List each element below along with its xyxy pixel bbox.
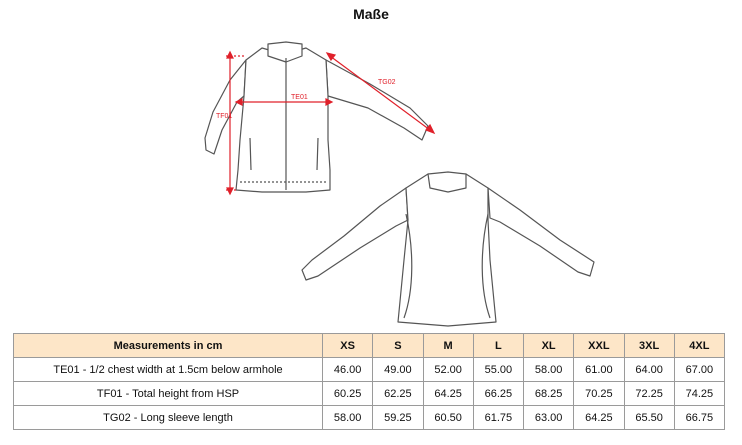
header-cell: XS — [323, 334, 373, 358]
table-cell: 58.00 — [323, 406, 373, 430]
header-cell: 3XL — [624, 334, 674, 358]
table-cell: 62.25 — [373, 382, 423, 406]
table-cell: 61.00 — [574, 358, 624, 382]
table-cell: 64.25 — [574, 406, 624, 430]
table-cell: 61.75 — [473, 406, 523, 430]
table-cell: 59.25 — [373, 406, 423, 430]
table-cell: 49.00 — [373, 358, 423, 382]
table-cell: 46.00 — [323, 358, 373, 382]
table-cell: 58.00 — [524, 358, 574, 382]
page-title: Maße — [353, 6, 389, 22]
header-cell: M — [423, 334, 473, 358]
jacket-front — [205, 42, 428, 192]
table-cell: 70.25 — [574, 382, 624, 406]
header-cell: L — [473, 334, 523, 358]
table-row — [14, 406, 725, 430]
table-cell: 68.25 — [524, 382, 574, 406]
table-cell: 64.00 — [624, 358, 674, 382]
table-cell: 72.25 — [624, 382, 674, 406]
size-chart-table — [13, 333, 725, 430]
table-cell: 66.75 — [674, 406, 724, 430]
table-cell: 65.50 — [624, 406, 674, 430]
table-row — [14, 358, 725, 382]
table-cell: 63.00 — [524, 406, 574, 430]
table-cell: 52.00 — [423, 358, 473, 382]
header-cell: Measurements in cm — [14, 334, 323, 358]
header-cell: XL — [524, 334, 574, 358]
header-cell: XXL — [574, 334, 624, 358]
table-cell: 60.50 — [423, 406, 473, 430]
label-te01: TE01 — [291, 94, 308, 101]
table-cell: 64.25 — [423, 382, 473, 406]
table-cell: 66.25 — [473, 382, 523, 406]
row-label: TG02 - Long sleeve length — [14, 406, 323, 430]
table-row — [14, 382, 725, 406]
table-header-row — [14, 334, 725, 358]
table-cell: 60.25 — [323, 382, 373, 406]
label-tg02: TG02 — [378, 79, 396, 86]
table-cell: 74.25 — [674, 382, 724, 406]
header-cell: 4XL — [674, 334, 724, 358]
row-label: TF01 - Total height from HSP — [14, 382, 323, 406]
table-cell: 67.00 — [674, 358, 724, 382]
row-label: TE01 - 1/2 chest width at 1.5cm below armhole — [14, 358, 323, 382]
label-tf01: TF01 — [216, 113, 233, 120]
header-cell: S — [373, 334, 423, 358]
table-cell: 55.00 — [473, 358, 523, 382]
jacket-back — [302, 172, 594, 326]
